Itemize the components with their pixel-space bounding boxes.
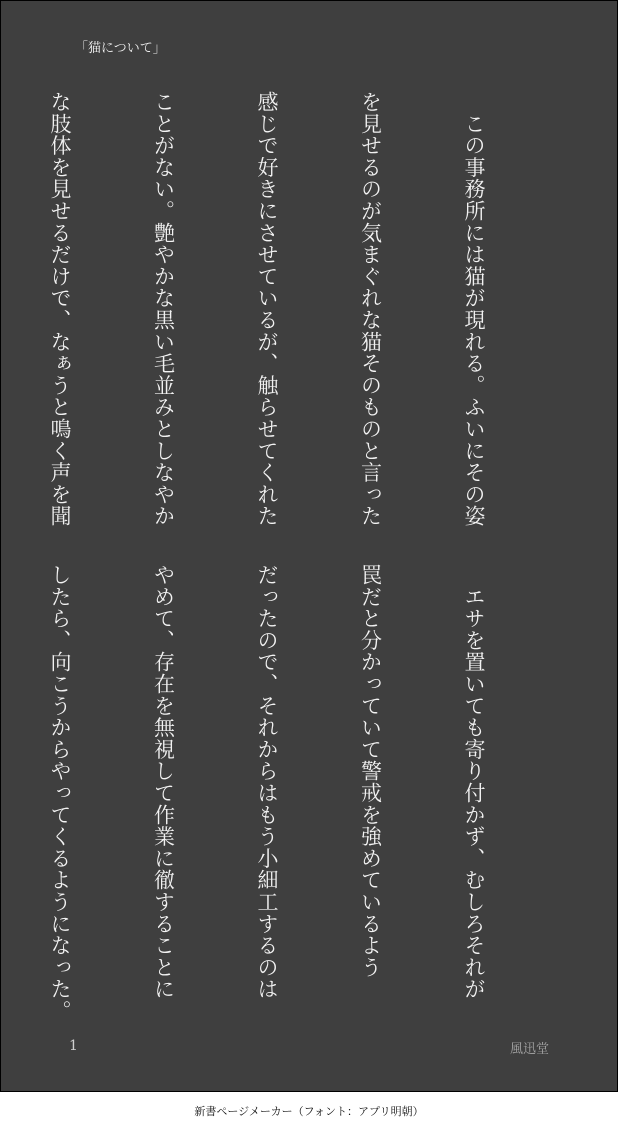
text-line: したら、向こうからやってくるようになった。 (48, 564, 72, 1022)
text-block-top (0, 91, 560, 561)
page-number: 1 (69, 1038, 78, 1054)
text-line: 感じで好きにさせているが、触らせてくれた (255, 91, 279, 527)
text-line: ことがない。艶やかな黒い毛並みとしなやか (151, 91, 176, 527)
text-line: だったので、それからはもう小細工するのは (255, 564, 279, 1000)
text-line: を見せるのが気まぐれな猫そのものと言った (358, 91, 383, 527)
running-title: 「猫について」 (75, 41, 166, 56)
publisher-name: 風迅堂 (509, 1042, 549, 1057)
text-line: やめて、存在を無視して作業に徹することに (151, 564, 176, 1000)
generator-caption: 新書ページメーカー（フォント：アプリ明朝） (194, 1105, 424, 1118)
text-block-bottom (0, 564, 560, 1022)
text-line: な肢体を見せるだけで、なぁうと鳴く声を聞 (48, 91, 72, 527)
text-line: この事務所には猫が現れる。ふいにその姿 (462, 91, 486, 527)
text-line: 罠だと分かっていて警戒を強めているよう (358, 564, 383, 979)
text-line: エサを置いても寄り付かず、むしろそれが (462, 564, 486, 1000)
